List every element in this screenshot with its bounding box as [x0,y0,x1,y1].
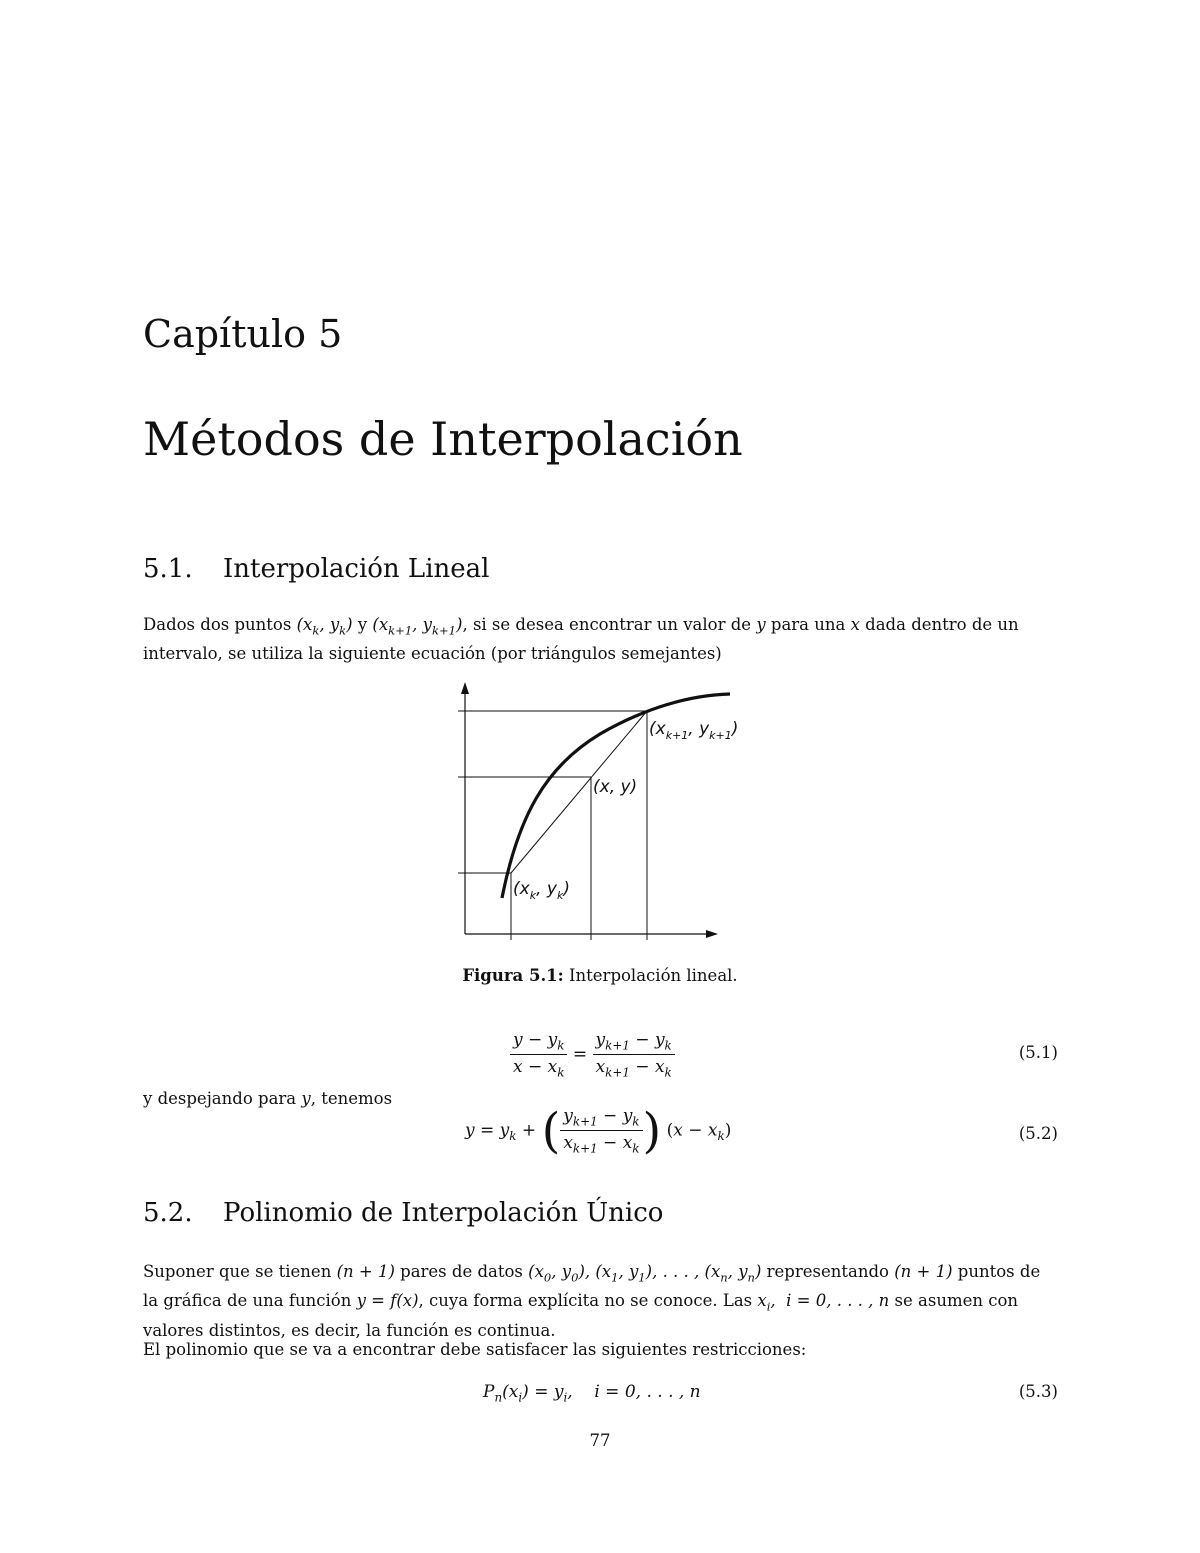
paragraph-restrictions: El polinomio que se va a encontrar debe satisfacer las siguientes restricciones: [143,1340,807,1359]
paragraph-polynomial: Suponer que se tienen (n + 1) pares de datos ($x_0$, $y_0$), ($x_1$, $y_1$), . . . , ($x_n$, $y_n$) representando (n + 1) puntos de la gráfica de una función y = f(x), cuya forma explícita no se conoce. Las $x_i$, i = 0, . . . , n se asumen con valores distintos, es decir, la función es continua. [143,1262,1041,1340]
equation-5-1: $\frac{y - y_k}{x - x_k}$ = $\frac{y_{k+1} - y_k}{x_{k+1} - x_k}$ [510,1030,675,1080]
equation-number-5-1: (5.1) [1018,1043,1058,1062]
section-heading-5-1 [143,554,489,584]
section-number: 5.1. [143,554,193,584]
chapter-label: Capítulo 5 [143,312,343,356]
y-axis-arrow [461,682,469,694]
label-point-k: ($x_k$, $y_k$) [513,879,570,902]
chapter-title: Métodos de Interpolación [143,412,743,466]
section-title: Polinomio de Interpolación Único [223,1198,664,1228]
figure-caption: Figura 5.1: Interpolación lineal. [462,966,738,985]
label-point-k1: ($x_{k+1}$, $y_{k+1}$) [649,719,739,742]
paragraph-between: y despejando para y, tenemos [143,1089,393,1108]
page-number: 77 [589,1431,611,1450]
paragraph-intro: Dados dos puntos ($x_k$, $y_k$) y ($x_{k+1}$, $y_{k+1}$), si se desea encontrar un valor de y para una x dada dentro de un intervalo, se utiliza la siguiente ecuación (por triángulos semejantes) [143,615,1019,664]
section-title: Interpolación Lineal [223,554,490,584]
equation-number-5-3: (5.3) [1018,1382,1058,1401]
section-number: 5.2. [143,1198,193,1228]
label-point-xy: (x, y) [593,777,638,797]
x-axis-arrow [706,930,718,938]
equation-5-3: $P_n(x_i) = y_i$, i = 0, . . . , n [483,1382,701,1405]
equation-number-5-2: (5.2) [1018,1124,1058,1143]
figure-linear-interpolation [440,672,740,952]
equation-5-2: $y = y_k$ + ( $\frac{y_{k+1} - y_k}{x_{k+1} - x_k}$ ) $(x - x_k)$ [465,1102,732,1159]
section-heading-5-2 [143,1198,663,1228]
